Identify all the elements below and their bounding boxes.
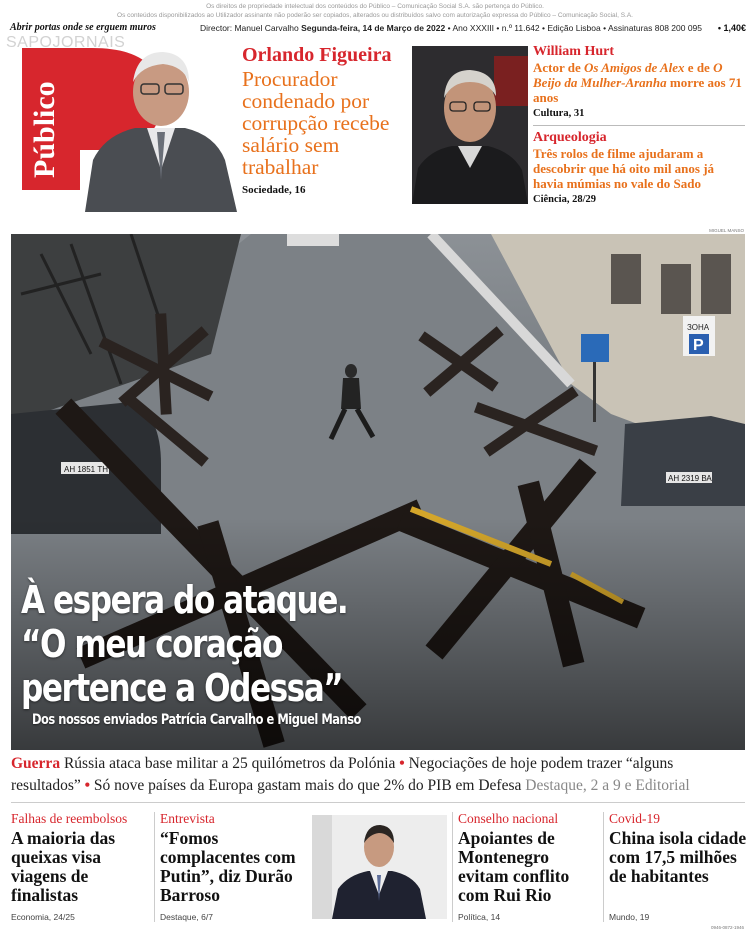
section-rule: [11, 802, 745, 803]
edition-info-bar: [10, 22, 746, 34]
ticker-kicker: Guerra: [11, 755, 61, 772]
teaser-kicker: Falhas de reembolsos: [11, 811, 128, 826]
story-name: Orlando Figueira: [242, 44, 392, 66]
durao-barroso-photo[interactable]: [312, 815, 447, 919]
column-divider: [603, 812, 604, 922]
story-kicker: Arqueologia: [533, 130, 607, 145]
main-byline: Dos nossos enviados Patrícia Carvalho e Miguel Manso: [32, 712, 361, 728]
orlando-figueira-photo[interactable]: [85, 40, 237, 212]
teaser-kicker: Covid-19: [609, 811, 661, 826]
divider: [533, 125, 745, 126]
portrait-figure: [312, 815, 447, 919]
teaser-section: Mundo, 19: [609, 912, 650, 922]
disclaimer-line-1: Os direitos de propriedade intelectual dos conteúdos do Público – Comunicação Social S.A. são pertença do Público.: [206, 3, 544, 10]
teaser-covid[interactable]: [609, 810, 747, 922]
teaser-section: Economia, 24/25: [11, 912, 75, 922]
column-divider: [154, 812, 155, 922]
story-text: Actor de Os Amigos de Alex e de O Beijo da Mulher-Aranha morre aos 71 anos: [533, 60, 742, 105]
ticker-item-2: Negociações de hoje podem trazer “alguns resultados”: [11, 755, 674, 794]
edition-details: • Ano XXXIII • n.º 11.642 • Edição Lisboa • Assinaturas 808 200 095: [447, 23, 703, 33]
story-section: Sociedade, 16: [242, 184, 306, 196]
war-news-ticker[interactable]: Guerra Rússia ataca base militar a 25 quilómetros da Polónia • Negociações de hoje podem trazer “alguns resultados” • Só nove países da Europa gastam mais do que 2% do PIB em Defesa Destaque, 2 a 9 e Editorial: [11, 755, 690, 794]
portrait-figure: [85, 40, 237, 212]
teaser-kicker: Entrevista: [160, 811, 215, 826]
right-column-stories: [533, 44, 745, 211]
logo-wordmark: Público: [28, 81, 61, 178]
teaser-section: Política, 14: [458, 912, 501, 922]
edition-meta: [200, 22, 702, 34]
disclaimer-line-2: Os conteúdos disponibilizados ao Utilizador assinante não poderão ser copiados, alterados ou distribuídos salvo com autorização expressa do Público – Comunicação Social, S.A.: [117, 12, 633, 19]
watermark: SAPOJORNAIS: [6, 34, 126, 51]
story-section: Cultura, 31: [533, 108, 585, 119]
price: • 1,40€: [717, 23, 746, 33]
portrait-figure: [412, 46, 528, 204]
copyright-disclaimer: [0, 2, 750, 20]
main-headline-line-3: pertence a Odessa”: [21, 666, 343, 710]
main-headline[interactable]: [21, 578, 382, 710]
story-text: Três rolos de filme ajudaram a descobrir que há oito mil anos já havia múmias no vale do Sado: [533, 146, 715, 191]
ticker-page-ref: Destaque, 2 a 9 e Editorial: [525, 777, 690, 794]
story-headline: Procurador condenado por corrupção recebe salário sem trabalhar: [242, 67, 390, 179]
william-hurt-photo[interactable]: [412, 46, 528, 204]
story-william-hurt[interactable]: [533, 44, 745, 119]
teaser-kicker: Conselho nacional: [458, 811, 559, 826]
teaser-headline: A maioria das queixas visa viagens de finalistas: [11, 828, 116, 905]
teaser-section: Destaque, 6/7: [160, 912, 213, 922]
story-arqueologia[interactable]: [533, 130, 745, 205]
ticker-item-3: Só nove países da Europa gastam mais do que 2% do PIB em Defesa: [90, 777, 526, 794]
main-headline-line-2: “O meu coração: [21, 622, 282, 666]
story-kicker: William Hurt: [533, 44, 615, 59]
story-orlando-figueira[interactable]: [242, 44, 412, 196]
column-divider: [452, 812, 453, 922]
teaser-reembolsos[interactable]: [11, 810, 151, 922]
teaser-headline: Apoiantes de Montenegro evitam conflito com Rui Rio: [458, 828, 570, 905]
teaser-headline: “Fomos complacentes com Putin”, diz Durão Barroso: [160, 828, 296, 905]
director: Director: Manuel Carvalho: [200, 23, 299, 33]
teaser-conselho-nacional[interactable]: [458, 810, 603, 922]
ticker-item-1: Rússia ataca base militar a 25 quilómetros da Polónia: [60, 755, 400, 772]
barcode-number: 0946-0872-1946: [710, 925, 744, 930]
main-headline-line-1: À espera do ataque.: [21, 578, 348, 622]
photo-credit: MIGUEL MANSO: [709, 228, 744, 233]
teaser-entrevista[interactable]: [160, 810, 310, 922]
slogan: Abrir portas onde se erguem muros: [10, 22, 156, 33]
teaser-headline: China isola cidade com 17,5 milhões de habitantes: [609, 828, 747, 886]
edition-date: Segunda-feira, 14 de Março de 2022: [301, 23, 446, 33]
story-section: Ciência, 28/29: [533, 194, 596, 205]
